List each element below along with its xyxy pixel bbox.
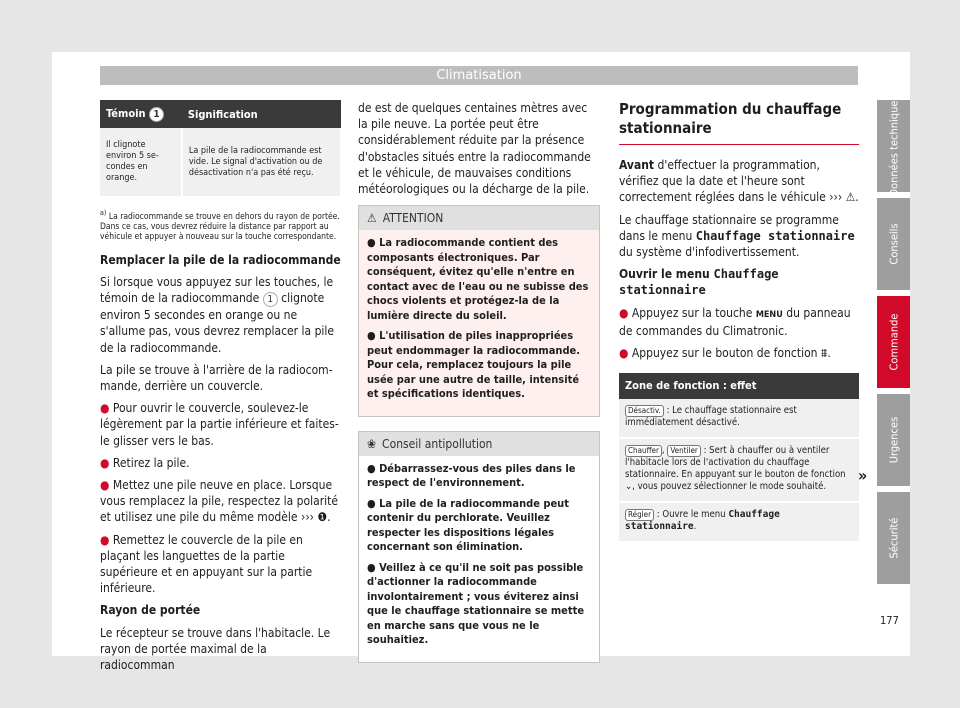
list-item: ● Mettez une pile neuve en place. Lorsque vous remplacez la pile, respectez la polarité et utilisez une pile du même modèle ››› ❶. [100,478,339,525]
callout-1-icon: 1 [263,292,278,307]
table-head-temoin: Témoin 1 [100,100,182,128]
function-key: Désactiv. [625,405,664,417]
attention-box: ⚠ ATTENTION ● La radiocommande contient des composants électroniques. Par conséquent, évitez qu'elle n'entre en contact avec de l'eau ou ne subisse des chocs violents et protégez-la de la lumière directe du soleil. ● L'utilisation de piles inappropriées peut endommager la radiocommande. Pour cela, remplacez toujours la pile usée par une autre de taille, intensité et spécifications identiques. [358,205,600,417]
table-head: Zone de fonction : effet [619,373,859,399]
tab-conseils[interactable]: Conseils [877,198,910,290]
table-row: Régler : Ouvre le menu Chauffage stationnaire. [619,502,859,542]
tab-commande[interactable]: Commande [877,296,910,388]
continue-chevron-icon: » [858,466,868,485]
column-2 [358,100,600,663]
column-1 [100,100,342,679]
table-head-signification: Signification [182,100,341,128]
paragraph: Si lorsque vous appuyez sur les touches, le témoin de la radiocommande 1 clignote environ 5 secondes en orange ou ne s'allume pas, vous devrez remplacer la pile de la radiocommande. [100,275,335,355]
table-row: Chauffer , Ventiler : Sert à chauffer ou à ventiler l'habitacle lors de l'activation du chauffage stationnaire. En appuyant sur le bouton de fonction ⌄, vous pouvez sélectionner le mode souhaité. [619,438,859,502]
list-item: ● La pile de la radiocommande peut contenir du perchlorate. Veuillez respecter les dispositions légales concernant son élimination. [367,496,569,554]
indicator-table [100,100,342,196]
tab-urgences[interactable]: Urgences [877,394,910,486]
tab-donnees-techniques[interactable]: Données techniques [877,100,910,192]
function-table [619,373,859,543]
list-item: ● La radiocommande contient des composants électroniques. Par conséquent, évitez qu'elle n'entre en contact avec de l'eau ou ne subisse des chocs violents et protégez-la de la lumière directe du soleil. [367,236,589,322]
warning-icon: ⚠ [367,211,377,226]
function-key: Ventiler [667,445,701,457]
table-row: Désactiv. : Le chauffage stationnaire est immédiatement désactivé. [619,399,859,438]
paragraph: de est de quelques centaines mètres avec la pile neuve. La portée peut être considérablement réduite par la présence d'obstacles situés entre la radiocommande et le véhicule, de mauvaises conditions météorologiques ou la décharge de la pile. [358,101,591,197]
sub-heading: Ouvrir le menu Chauffage stationnaire [619,267,779,298]
section-heading: Remplacer la pile de la radiocommande [100,252,341,267]
list-item: ● Débarrassez-vous des piles dans le respect de l'environnement. [367,461,576,490]
function-key: Régler [625,509,654,521]
paragraph: La pile se trouve à l'arrière de la radiocommande, derrière un couvercle. [100,362,333,394]
list-item: ● Appuyez sur le bouton de fonction ⩩. [619,346,831,361]
callout-1-icon: 1 [149,107,164,122]
list-item: ● Pour ouvrir le couvercle, soulevez-le légèrement par la partie inférieure et faites-le glisser vers le bas. [100,401,339,448]
table-cell: La pile de la radiocommande est vide. Le signal d'activation ou de désactivation n'a pas été reçu. [182,128,341,196]
list-item: ● Retirez la pile. [100,455,190,470]
list-item: ● Remettez le couvercle de la pile en plaçant les languettes de la partie supérieure et en appuyant sur la partie inférieure. [100,532,313,596]
table-row [100,128,341,196]
table-cell: Il clignote environ 5 secondes en orange. [100,128,182,196]
section-title: Programmation du chauffage stationnaire [619,100,859,145]
menu-key-icon: MENU [755,309,783,320]
list-item: ● Veillez à ce qu'il ne soit pas possible d'actionner la radiocommande involontairement ; vous éviterez ainsi que le chauffage stationnaire se mette en marche sans que vous ne le souhaitiez. [367,560,585,647]
column-3 [619,100,859,543]
footnote: $^{a)}$ La radiocommande se trouve en dehors du rayon de portée. Dans ce cas, vous devrez réduire la distance par rapport au véhicule et appuyer à nouveau sur la touche correspondante. [100,208,340,242]
function-key: Chauffer [625,445,662,457]
leaf-icon: ❀ [367,436,377,451]
list-item: ● L'utilisation de piles inappropriées peut endommager la radiocommande. Pour cela, remplacez toujours la pile usée par une autre de taille, intensité et spécifications identiques. [367,329,581,401]
chapter-header: Climatisation [100,66,858,85]
paragraph: Le récepteur se trouve dans l'habitacle. Le rayon de portée maximal de la radiocomman [100,625,331,673]
eco-box: ❀ Conseil antipollution ● Débarrassez-vous des piles dans le respect de l'environnement. ● La pile de la radiocommande peut contenir du perchlorate. Veuillez respecter les dispositions légales concernant son élimination. ● Veillez à ce qu'il ne soit pas possible d'actionner la radiocommande involontairement ; vous éviterez ainsi que le chauffage stationnaire se mette en marche sans que vous ne le souhaitiez. [358,431,600,663]
section-heading: Rayon de portée [100,603,201,618]
page-number: 177 [880,614,899,627]
tab-securite[interactable]: Sécurité [877,492,910,584]
paragraph: Le chauffage stationnaire se programme dans le menu Chauffage stationnaire du système d'infodivertissement. [619,212,855,260]
list-item: ● Appuyez sur la touche MENU du panneau de commandes du Climatronic. [619,305,851,338]
paragraph: Avant d'effectuer la programmation, vérifiez que la date et l'heure sont correctement réglées dans le véhicule ››› ⚠. [619,158,859,205]
